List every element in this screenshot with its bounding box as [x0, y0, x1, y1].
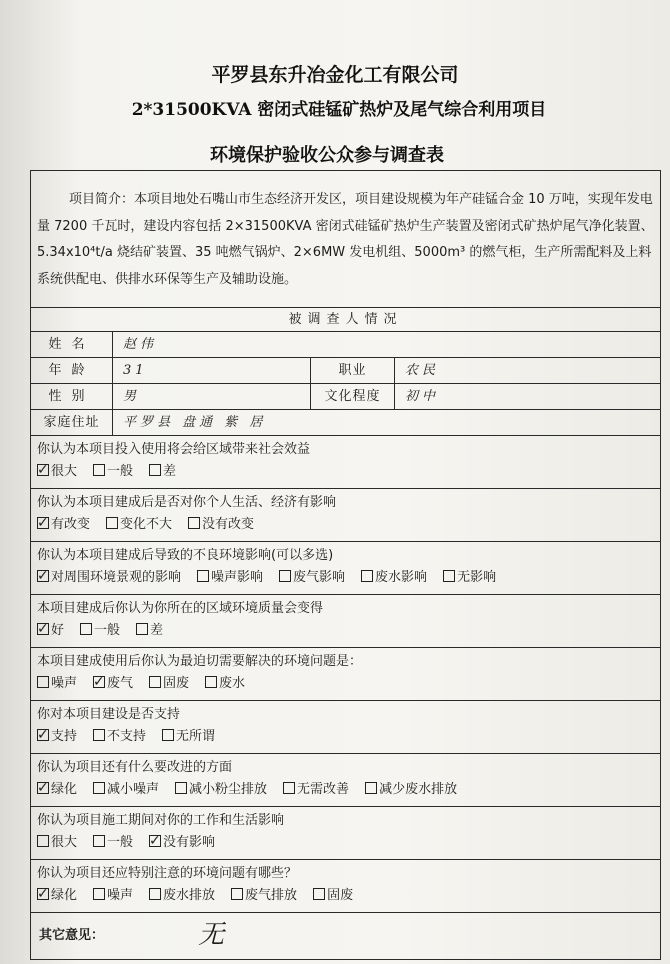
- empty-box-icon[interactable]: [93, 729, 105, 741]
- job-label: 职业: [311, 358, 395, 384]
- option-label: 无影响: [457, 570, 497, 585]
- option-label: 噪声: [107, 888, 134, 903]
- checked-box-icon[interactable]: [37, 464, 49, 476]
- option-checkbox[interactable]: [162, 726, 215, 748]
- other-comments-value[interactable]: 无: [198, 920, 225, 951]
- option-checkbox[interactable]: [283, 779, 349, 801]
- option-label: 废水: [219, 676, 246, 691]
- option-checkbox[interactable]: [93, 673, 133, 695]
- option-label: 废气: [107, 676, 134, 691]
- option-label: 绿化: [51, 888, 78, 903]
- question-row: [31, 436, 661, 489]
- option-checkbox[interactable]: [93, 779, 159, 801]
- question-row: [31, 648, 661, 701]
- option-label: 减小噪声: [107, 782, 160, 797]
- question-options: [37, 885, 654, 907]
- option-label: 很大: [51, 835, 78, 850]
- checked-box-icon[interactable]: [149, 835, 161, 847]
- empty-box-icon[interactable]: [361, 570, 373, 582]
- empty-box-icon[interactable]: [149, 888, 161, 900]
- form-title: 环境保护验收公众参与调查表: [210, 145, 444, 166]
- other-comments-label: 其它意见：: [39, 928, 105, 944]
- option-label: 减小粉尘排放: [189, 782, 268, 797]
- option-checkbox[interactable]: [37, 832, 77, 854]
- address-value[interactable]: 平罗县 盘通 紫 居: [113, 410, 661, 436]
- company-title: 平罗县东升冶金化工有限公司: [211, 64, 459, 86]
- option-label: 噪声: [51, 676, 78, 691]
- question-text: 你对本项目建设是否支持: [37, 707, 181, 722]
- option-checkbox[interactable]: [313, 885, 353, 907]
- project-intro: 项目简介：本项目地处石嘴山市生态经济开发区，项目建设规模为年产硅锰合金 10 万吨，实现年发电量 7200 千瓦时，建设内容包括 2×31500KVA 密闭式硅锰矿热炉生产装置及密闭式矿热炉尾气净化装置、5.34x10⁴t/a 烧结矿装置、35 吨燃气锅炉、2×6MW 发电机组、5000m³ 的燃气柜，生产所需配料及上料系统供配电、供排水环保等生产及辅助设施。: [31, 171, 661, 308]
- empty-box-icon[interactable]: [149, 676, 161, 688]
- question-row: [31, 701, 661, 754]
- question-cell: [31, 436, 661, 489]
- empty-box-icon[interactable]: [231, 888, 243, 900]
- empty-box-icon[interactable]: [188, 517, 200, 529]
- option-label: 废水影响: [375, 570, 428, 585]
- option-checkbox[interactable]: [93, 885, 133, 907]
- project-title: 2*31500KVA 密闭式硅锰矿热炉及尾气综合利用项目: [131, 100, 547, 120]
- empty-box-icon[interactable]: [197, 570, 209, 582]
- name-label: 姓名: [31, 332, 113, 358]
- empty-box-icon[interactable]: [162, 729, 174, 741]
- question-cell: [31, 542, 661, 595]
- option-checkbox[interactable]: [149, 832, 215, 854]
- question-text: 本项目建成使用后你认为最迫切需要解决的环境问题是：: [37, 654, 363, 669]
- age-value[interactable]: 31: [113, 358, 311, 384]
- checked-box-icon[interactable]: [37, 888, 49, 900]
- question-row: [31, 807, 661, 860]
- option-checkbox[interactable]: [37, 620, 64, 642]
- checked-box-icon[interactable]: [37, 623, 49, 635]
- checked-box-icon[interactable]: [37, 517, 49, 529]
- option-checkbox[interactable]: [37, 514, 90, 536]
- question-text: 你认为本项目建成后导致的不良环境影响(可以多选): [37, 548, 334, 563]
- option-label: 废水排放: [163, 888, 216, 903]
- question-cell: [31, 489, 661, 542]
- option-checkbox[interactable]: [93, 461, 133, 483]
- question-row: [31, 489, 661, 542]
- empty-box-icon[interactable]: [175, 782, 187, 794]
- question-text: 本项目建成后你认为你所在的区域环境质量会变得: [37, 601, 324, 616]
- question-cell: [31, 754, 661, 807]
- option-checkbox[interactable]: [136, 620, 163, 642]
- empty-box-icon[interactable]: [93, 888, 105, 900]
- question-list: [31, 436, 661, 913]
- empty-box-icon[interactable]: [279, 570, 291, 582]
- respondent-section-title: 被调查人情况: [31, 308, 661, 332]
- option-checkbox[interactable]: [37, 885, 77, 907]
- empty-box-icon[interactable]: [93, 782, 105, 794]
- empty-box-icon[interactable]: [205, 676, 217, 688]
- option-checkbox[interactable]: [205, 673, 245, 695]
- checked-box-icon[interactable]: [93, 676, 105, 688]
- question-options: [37, 514, 654, 536]
- option-label: 好: [51, 623, 65, 638]
- empty-box-icon[interactable]: [365, 782, 377, 794]
- option-checkbox[interactable]: [149, 461, 176, 483]
- empty-box-icon[interactable]: [93, 835, 105, 847]
- question-cell: [31, 648, 661, 701]
- question-cell: [31, 595, 661, 648]
- option-label: 绿化: [51, 782, 78, 797]
- option-checkbox[interactable]: [149, 673, 189, 695]
- option-label: 差: [163, 464, 177, 479]
- option-label: 一般: [94, 623, 121, 638]
- option-checkbox[interactable]: [37, 673, 77, 695]
- option-checkbox[interactable]: [37, 567, 181, 589]
- option-label: 无所谓: [176, 729, 216, 744]
- education-label: 文化程度: [311, 384, 395, 410]
- question-options: [37, 461, 654, 483]
- question-text: 你认为本项目投入使用将会给区域带来社会效益: [37, 442, 311, 457]
- checked-box-icon[interactable]: [37, 782, 49, 794]
- option-checkbox[interactable]: [443, 567, 496, 589]
- question-text: 你认为项目还应特别注意的环境问题有哪些？: [37, 866, 298, 881]
- empty-box-icon[interactable]: [313, 888, 325, 900]
- option-label: 对周围环境景观的影响: [51, 570, 182, 585]
- option-label: 无需改善: [297, 782, 350, 797]
- option-label: 噪声影响: [211, 570, 264, 585]
- option-label: 固废: [163, 676, 190, 691]
- question-options: [37, 620, 654, 642]
- option-label: 不支持: [107, 729, 147, 744]
- option-checkbox[interactable]: [188, 514, 254, 536]
- option-checkbox[interactable]: [361, 567, 427, 589]
- address-label: 家庭住址: [31, 410, 113, 436]
- option-label: 一般: [107, 464, 134, 479]
- option-label: 变化不大: [120, 517, 173, 532]
- question-text: 你认为本项目建成后是否对你个人生活、经济有影响: [37, 495, 337, 510]
- checked-box-icon[interactable]: [37, 570, 49, 582]
- option-checkbox[interactable]: [175, 779, 267, 801]
- option-checkbox[interactable]: [231, 885, 297, 907]
- education-value[interactable]: 初中: [395, 384, 661, 410]
- empty-box-icon[interactable]: [93, 464, 105, 476]
- option-label: 废气排放: [245, 888, 298, 903]
- question-options: [37, 726, 654, 748]
- option-label: 有改变: [51, 517, 91, 532]
- question-text: 你认为项目施工期间对你的工作和生活影响: [37, 813, 285, 828]
- option-label: 减少废水排放: [379, 782, 458, 797]
- name-value[interactable]: 赵伟: [113, 332, 661, 358]
- option-label: 支持: [51, 729, 78, 744]
- option-checkbox[interactable]: [93, 726, 146, 748]
- question-options: [37, 779, 654, 801]
- empty-box-icon[interactable]: [283, 782, 295, 794]
- question-row: [31, 542, 661, 595]
- option-label: 差: [150, 623, 164, 638]
- empty-box-icon[interactable]: [136, 623, 148, 635]
- option-label: 固废: [327, 888, 354, 903]
- question-row: [31, 595, 661, 648]
- option-label: 废气影响: [293, 570, 346, 585]
- question-row: [31, 754, 661, 807]
- option-checkbox[interactable]: [80, 620, 120, 642]
- option-checkbox[interactable]: [149, 885, 215, 907]
- job-value[interactable]: 农民: [395, 358, 661, 384]
- question-options: [37, 567, 654, 589]
- option-checkbox[interactable]: [37, 779, 77, 801]
- question-options: [37, 832, 654, 854]
- option-label: 很大: [51, 464, 78, 479]
- option-checkbox[interactable]: [197, 567, 263, 589]
- empty-box-icon[interactable]: [37, 676, 49, 688]
- age-label: 年龄: [31, 358, 113, 384]
- question-cell: [31, 860, 661, 913]
- empty-box-icon[interactable]: [106, 517, 118, 529]
- option-checkbox[interactable]: [365, 779, 457, 801]
- empty-box-icon[interactable]: [80, 623, 92, 635]
- empty-box-icon[interactable]: [149, 464, 161, 476]
- empty-box-icon[interactable]: [443, 570, 455, 582]
- question-cell: [31, 701, 661, 754]
- option-checkbox[interactable]: [37, 461, 77, 483]
- option-label: 没有改变: [202, 517, 255, 532]
- option-label: 没有影响: [163, 835, 216, 850]
- question-options: [37, 673, 654, 695]
- option-checkbox[interactable]: [106, 514, 172, 536]
- option-checkbox[interactable]: [37, 726, 77, 748]
- empty-box-icon[interactable]: [37, 835, 49, 847]
- option-checkbox[interactable]: [93, 832, 133, 854]
- other-comments: [31, 913, 661, 960]
- checked-box-icon[interactable]: [37, 729, 49, 741]
- survey-table: [30, 170, 661, 960]
- question-text: 你认为项目还有什么要改进的方面: [37, 760, 233, 775]
- gender-value[interactable]: 男: [113, 384, 311, 410]
- question-row: [31, 860, 661, 913]
- gender-label: 性别: [31, 384, 113, 410]
- question-cell: [31, 807, 661, 860]
- option-label: 一般: [107, 835, 134, 850]
- option-checkbox[interactable]: [279, 567, 345, 589]
